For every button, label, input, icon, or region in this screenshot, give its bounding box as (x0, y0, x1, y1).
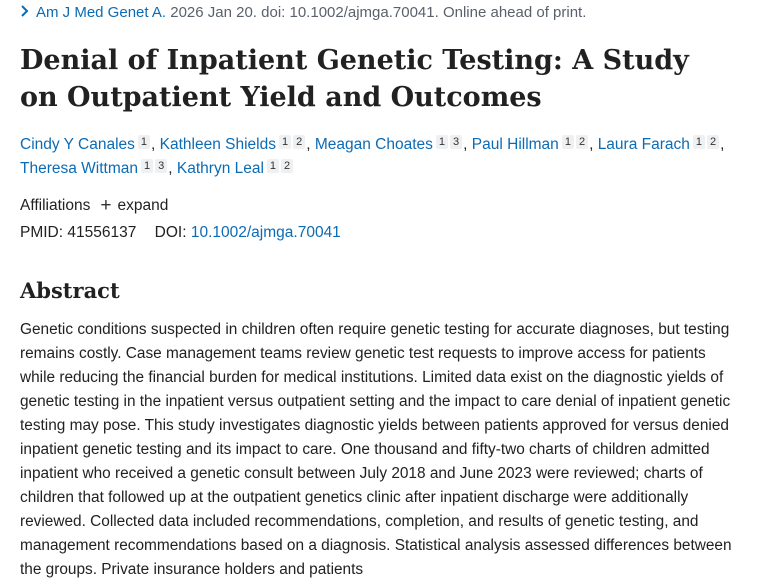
identifiers-row (20, 223, 341, 243)
affiliation-number-button[interactable]: 2 (576, 135, 588, 149)
affiliation-number-button[interactable]: 2 (707, 135, 719, 149)
abstract-heading: Abstract (20, 278, 120, 303)
plus-icon[interactable]: + (100, 195, 112, 216)
author-link[interactable]: Kathryn Leal (176, 160, 264, 177)
author-link[interactable]: Theresa Wittman (20, 160, 139, 177)
author-link[interactable]: Laura Farach (597, 136, 690, 153)
affiliations-row (20, 196, 168, 216)
affiliation-number-button[interactable]: 2 (281, 159, 293, 173)
abstract-text: Genetic conditions suspected in children often require genetic testing for accurate diagnoses, but testing remains costly. Case management teams review genetic test requests to improve access for patients while reducing the financial burden for medical institutions. Limited data exist on the diagnostic yields of genetic testing in the inpatient versus outpatient setting and the impact to care denial of inpatient genetic testing may pose. This study investigates diagnostic yields between patients approved for versus denied inpatient genetic testing and its impact to care. One thousand and fifty-two charts of children admitted inpatient who received a genetic consult between July 2018 and June 2023 were reviewed; charts of children that followed up at the outpatient genetics clinic after inpatient discharge were additionally reviewed. Collected data included recommendations, completion, and results of genetic testing, and management recommendations based on a diagnosis. Statistical analysis assessed differences between the groups. Private insurance holders and patients (20, 321, 732, 578)
affiliations-label: Affiliations (20, 197, 91, 214)
citation-details: 2026 Jan 20. doi: 10.1002/ajmga.70041. Online ahead of print. (170, 4, 587, 21)
journal-link[interactable]: Am J Med Genet A. (36, 4, 167, 21)
affiliation-number-button[interactable]: 1 (267, 159, 279, 173)
affiliation-number-button[interactable]: 3 (450, 135, 462, 149)
affiliations-expand-button[interactable]: expand (117, 197, 169, 214)
citation-line (20, 3, 586, 23)
author-link[interactable]: Paul Hillman (471, 136, 559, 153)
affiliation-number-button[interactable]: 1 (141, 159, 153, 173)
author-link[interactable]: Kathleen Shields (159, 136, 276, 153)
affiliation-number-button[interactable]: 1 (436, 135, 448, 149)
author-list: Cindy Y Canales 1 , Kathleen Shields 1 2 , Meagan Choates 1 3 , Paul Hillman 1 2 , Laura Farach 1 2 , Theresa Wittman 1 3 , Kathryn Leal 1 2 (20, 136, 725, 177)
pmid-label: PMID: (20, 224, 64, 241)
author-link[interactable]: Cindy Y Canales (20, 136, 135, 153)
affiliation-number-button[interactable]: 1 (562, 135, 574, 149)
doi-label: DOI: (154, 224, 187, 241)
affiliation-number-button[interactable]: 1 (138, 135, 150, 149)
affiliation-number-button[interactable]: 1 (693, 135, 705, 149)
affiliation-number-button[interactable]: 3 (155, 159, 167, 173)
article-title: Denial of Inpatient Genetic Testing: A Study on Outpatient Yield and Outcomes (20, 45, 689, 113)
affiliation-number-button[interactable]: 1 (279, 135, 291, 149)
pmid-value: 41556137 (67, 224, 137, 241)
affiliation-number-button[interactable]: 2 (293, 135, 305, 149)
chevron-right-icon[interactable] (20, 3, 32, 23)
doi-link[interactable]: 10.1002/ajmga.70041 (190, 224, 341, 241)
author-link[interactable]: Meagan Choates (314, 136, 433, 153)
